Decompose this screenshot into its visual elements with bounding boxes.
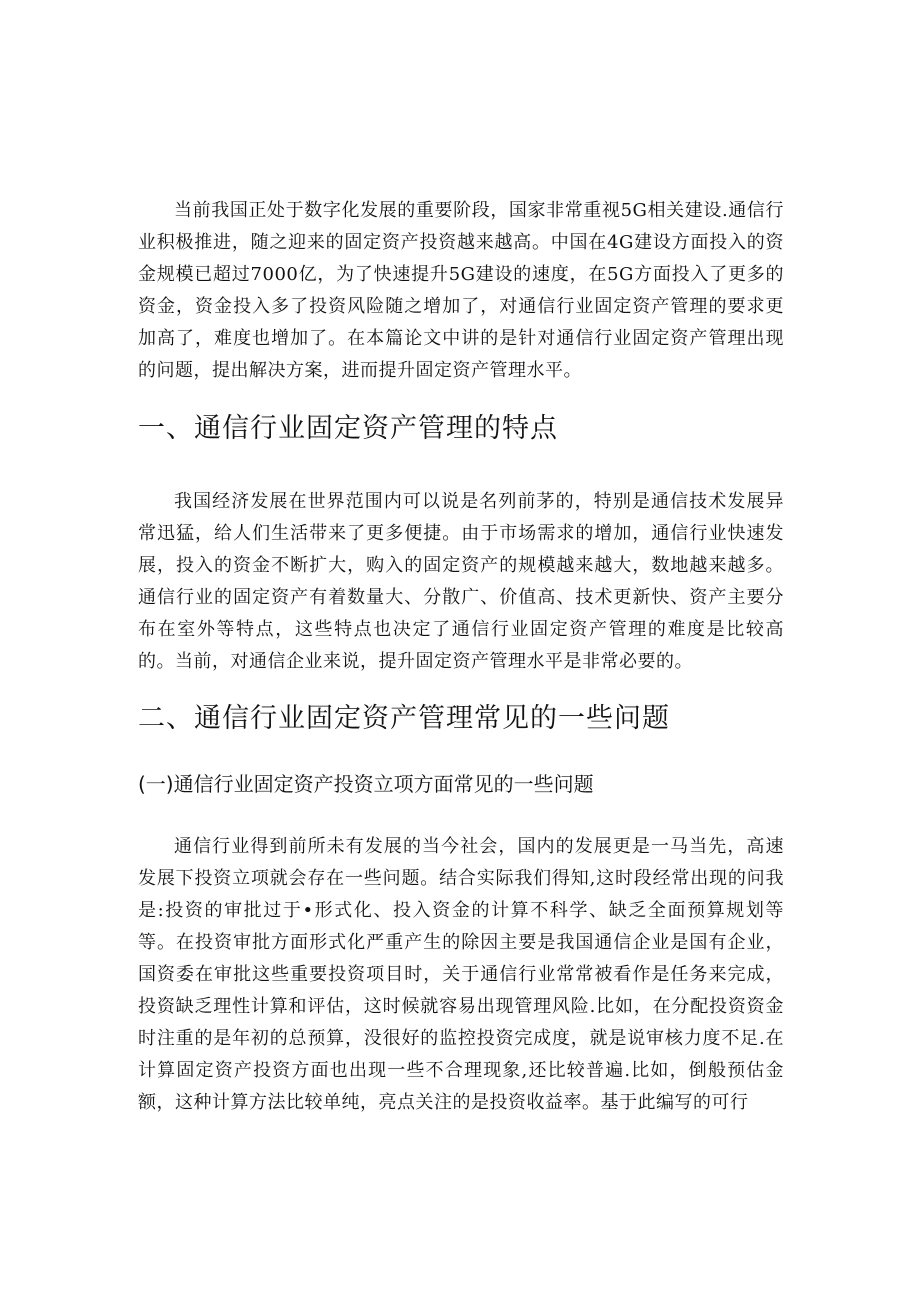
subsection-heading-2-1: (一)通信行业固定资产投资立项方面常见的一些问题 [138, 772, 594, 796]
subsection-2-1-paragraph: 通信行业得到前所未有发展的当今社会，国内的发展更是一马当先，高速发展下投资立项就会存在一些问题。结合实际我们得知,这时段经常出现的问我是:投资的审批过于•形式化、投入资金的计算不科学、缺乏全面预算规划等等。在投资审批方面形式化严重产生的除因主要是我国通信企业是国有企业，国资委在审批这些重要投资项目时，关于通信行业常常被看作是任务来完成，投资缺乏理性计算和评估，这时候就容易出现管理风险.比如，在分配投资资金时注重的是年初的总预算，没很好的监控投资完成度，就是说审核力度不足.在计算固定资产投资方面也出现一些不合理现象,还比较普遍.比如，倒般预估金额，这种计算方法比较单纯，亮点关注的是投资收益率。基于此编写的可行 [138, 836, 784, 1113]
document-body [138, 195, 784, 1119]
section-heading-1: 一、通信行业固定资产管理的特点 [138, 413, 558, 444]
intro-paragraph: 当前我国正处于数字化发展的重要阶段，国家非常重视5G相关建设.通信行业积极推进，随之迎来的固定资产投资越来越高。中国在4G建设方面投入的资金规模已超过7000亿，为了快速提升5G建设的速度，在5G方面投入了更多的资金，资金投入多了投资风险随之增加了，对通信行业固定资产管理的要求更加高了，难度也增加了。在本篇论文中讲的是针对通信行业固定资产管理出现的问题，提出解决方案，进而提升固定资产管理水平。 [138, 200, 784, 381]
section-1-paragraph: 我国经济发展在世界范围内可以说是名列前茅的，特别是通信技术发展异常迅猛，给人们生活带来了更多便捷。由于市场需求的增加，通信行业快速发展，投入的资金不断扩大，购入的固定资产的规模越来越大，数地越来越多。通信行业的固定资产有着数量大、分散广、价值高、技术更新快、资产主要分布在室外等特点，这些特点也决定了通信行业固定资产管理的难度是比较高的。当前，对通信企业来说，提升固定资产管理水平是非常必要的。 [138, 491, 784, 672]
section-heading-2: 二、通信行业固定资产管理常见的一些问题 [138, 703, 670, 734]
